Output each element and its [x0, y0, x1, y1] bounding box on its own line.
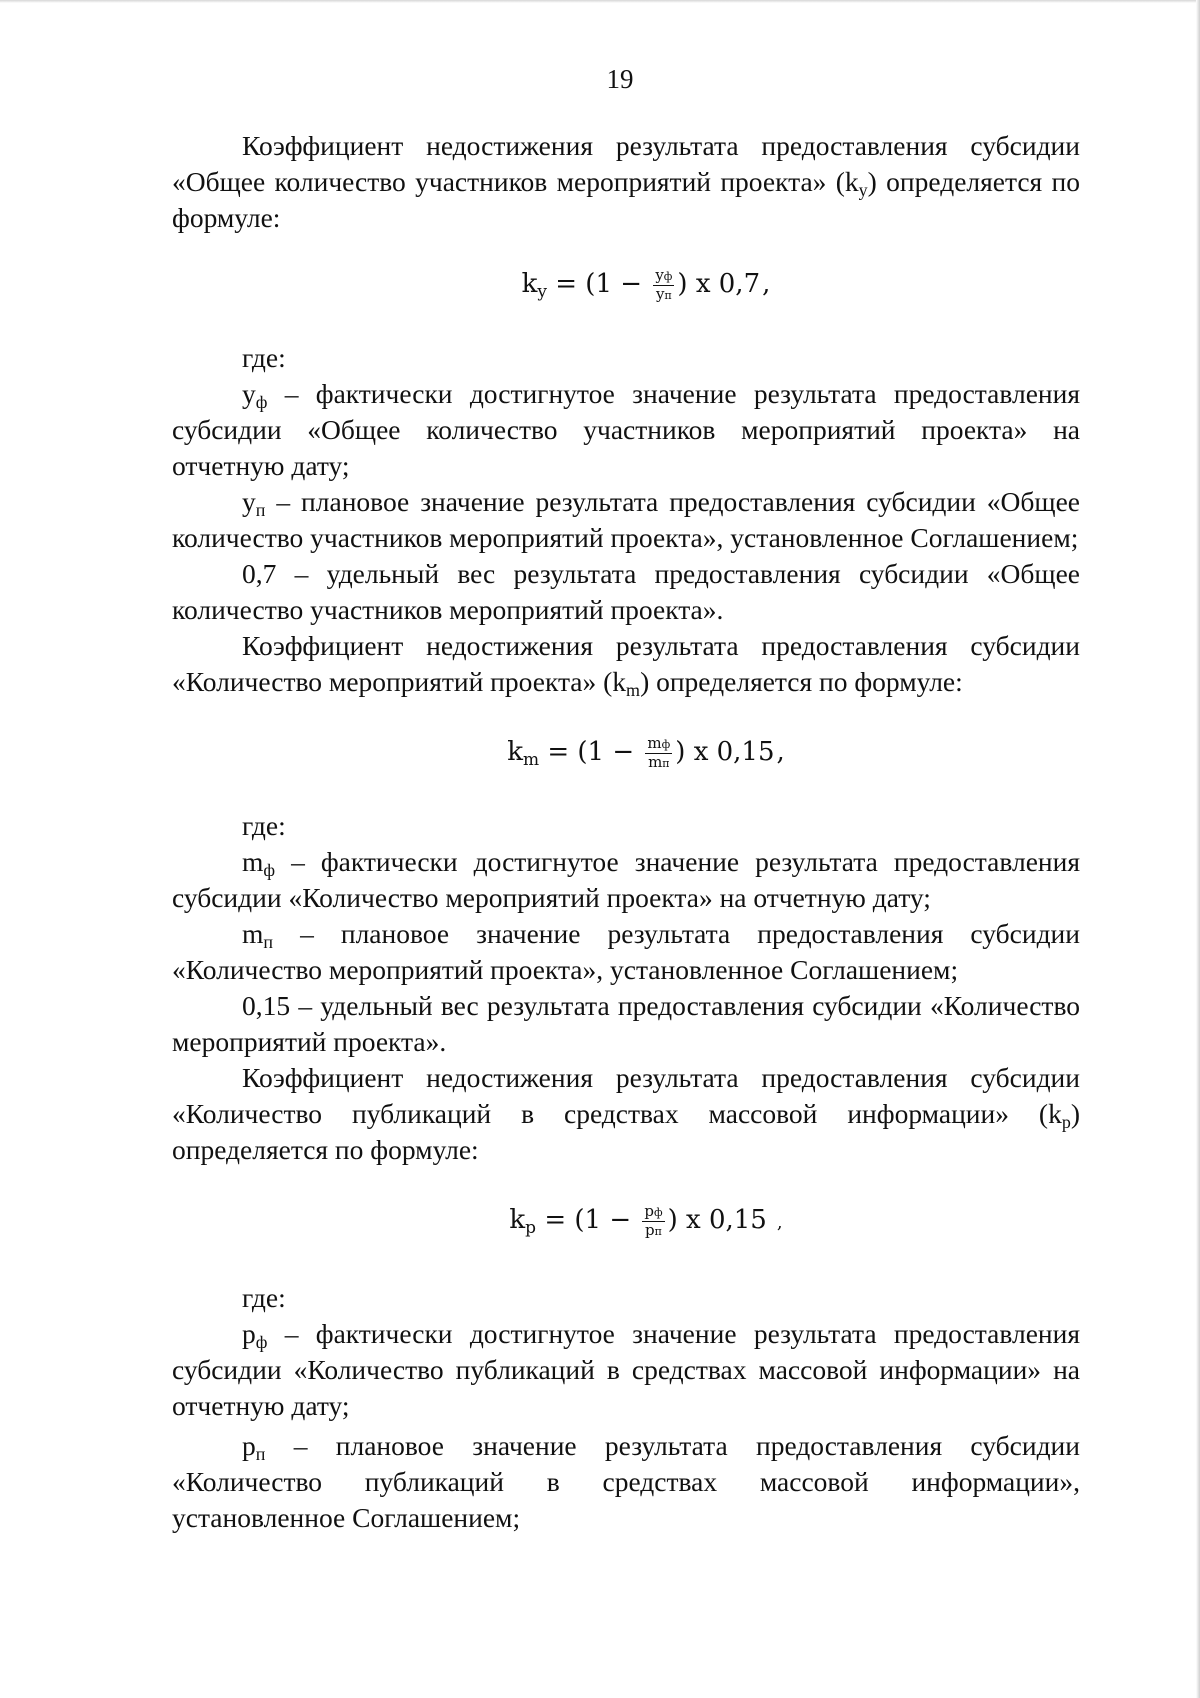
km-intro-sub: m	[626, 680, 641, 700]
paragraph-km-intro	[172, 628, 1080, 700]
definition-mp-text: – плановое значение результата предоставления субсидии «Количество мероприятий проекта», установленное Соглашением;	[172, 918, 1080, 985]
formula-ky-denominator: yп	[655, 284, 672, 303]
definition-yf-text: – фактически достигнутое значение результата предоставления субсидии «Общее количество участников мероприятий проекта» на отчетную дату;	[172, 378, 1080, 481]
formula-km-open: = (1 −	[539, 737, 643, 767]
paragraph-kp-intro	[172, 1060, 1080, 1168]
where-label-kp: где:	[242, 1282, 286, 1313]
formula-kp	[172, 1202, 1080, 1246]
kp-intro-sub: p	[1061, 1112, 1071, 1132]
definition-pf-text: – фактически достигнутое значение результата предоставления субсидии «Количество публикаций в средствах массовой информации» на отчетную дату;	[172, 1318, 1080, 1421]
symbol-mp: m	[242, 918, 264, 949]
symbol-yf-sub: ф	[255, 392, 268, 412]
formula-km-lhs: k	[507, 737, 523, 767]
ky-intro-line2: «Общее количество участников мероприятий проекта» (k	[172, 166, 859, 197]
symbol-mf-sub: ф	[263, 860, 276, 880]
symbol-pp: p	[242, 1430, 256, 1461]
formula-km-denominator: mп	[648, 752, 670, 771]
definition-yf	[172, 376, 1080, 484]
symbol-pf-sub: ф	[255, 1332, 268, 1352]
definition-weight-015-km: 0,15 – удельный вес результата предоставления субсидии «Количество мероприятий проекта».	[172, 990, 1080, 1057]
formula-km-numerator: mф	[647, 733, 671, 752]
definition-pp-text: – плановое значение результата предоставления субсидии «Количество публикаций в средствах массовой информации», установленное Соглашением;	[172, 1430, 1080, 1533]
paragraph-ky-intro	[172, 128, 1080, 236]
formula-ky-open: = (1 −	[546, 269, 651, 299]
definition-mp	[172, 916, 1080, 988]
scan-edge-right	[1196, 0, 1200, 1698]
page-number: 19	[606, 64, 634, 94]
where-label-ky: где:	[242, 342, 286, 373]
definition-mf	[172, 844, 1080, 916]
symbol-yp-sub: п	[255, 500, 266, 520]
km-intro-line2-end: ) определяется по формуле:	[640, 666, 963, 697]
formula-kp-open: = (1 −	[536, 1205, 640, 1235]
definition-yp-text: – плановое значение результата предоставления субсидии «Общее количество участников мероприятий проекта», установленное Соглашением;	[172, 486, 1080, 553]
formula-ky-trail: ,	[762, 269, 771, 299]
scan-edge-top	[0, 0, 1200, 3]
ky-intro-sub: y	[858, 180, 868, 200]
symbol-yp: y	[242, 486, 256, 517]
formula-ky-close: ) x 0,7	[677, 269, 761, 299]
formula-ky-lhs-sub: y	[537, 282, 547, 302]
formula-kp-lhs: k	[509, 1205, 526, 1235]
formula-km-lhs-sub: m	[522, 750, 540, 770]
symbol-pf: p	[242, 1318, 256, 1349]
km-intro-line2: «Количество мероприятий проекта» (k	[172, 666, 627, 697]
ky-intro-line2-end: ) определяется	[867, 166, 1043, 197]
symbol-yf: y	[242, 378, 256, 409]
formula-km-close: ) x 0,15	[675, 737, 775, 767]
symbol-mf: m	[242, 846, 264, 877]
definition-pf	[172, 1316, 1080, 1424]
document-body	[172, 128, 1080, 1536]
formula-ky-lhs: k	[521, 269, 538, 299]
formula-km	[172, 734, 1080, 778]
formula-ky	[172, 266, 1080, 310]
formula-kp-lhs-sub: p	[525, 1218, 537, 1238]
formula-kp-trail: ,	[776, 1212, 783, 1233]
formula-km-trail: ,	[776, 737, 785, 767]
formula-kp-denominator: pп	[645, 1220, 662, 1239]
formula-ky-numerator: yф	[655, 265, 673, 284]
formula-ky-fraction	[653, 267, 674, 304]
ky-intro-line3: по формуле:	[172, 166, 1081, 233]
formula-kp-numerator: pф	[644, 1201, 663, 1220]
where-label-km: где:	[242, 810, 286, 841]
ky-intro-line1: Коэффициент недостижения результата предоставления субсидии	[242, 130, 1080, 161]
definition-pp	[172, 1428, 1080, 1536]
symbol-mp-sub: п	[263, 932, 274, 952]
km-intro-line1: Коэффициент недостижения результата предоставления субсидии	[242, 630, 1080, 661]
definition-mf-text: – фактически достигнутое значение результата предоставления субсидии «Количество мероприятий проекта» на отчетную дату;	[172, 846, 1080, 913]
formula-kp-fraction	[642, 1203, 664, 1240]
kp-intro-line2-end: ) определяется по формуле:	[172, 1098, 1080, 1165]
formula-km-fraction	[645, 735, 672, 772]
kp-intro-line1: Коэффициент недостижения результата предоставления субсидии «Количество публикаций в средствах массовой информации» (k	[172, 1062, 1080, 1129]
symbol-pp-sub: п	[255, 1444, 266, 1464]
definition-weight-07: 0,7 – удельный вес результата предоставления субсидии «Общее количество участников мероприятий проекта».	[172, 558, 1080, 625]
formula-kp-close: ) x 0,15	[667, 1205, 767, 1235]
definition-yp	[172, 484, 1080, 556]
